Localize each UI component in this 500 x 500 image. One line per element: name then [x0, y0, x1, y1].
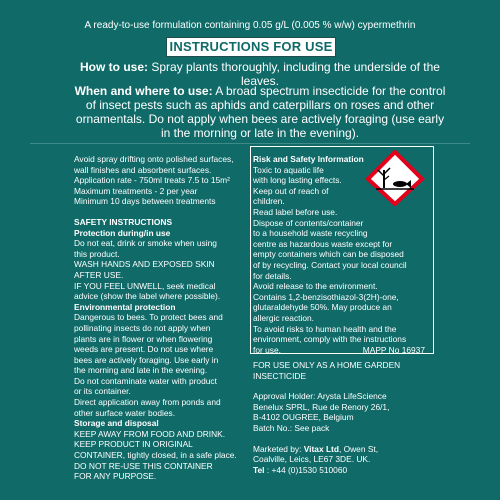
formulation-line: A ready-to-use formulation containing 0.05 g/L (0.005 % w/w) cypermethrin: [84, 20, 416, 31]
home-garden-line: FOR USE ONLY AS A HOME GARDEN: [253, 360, 401, 370]
risk-line: for use.: [253, 344, 281, 355]
home-garden-line: INSECTICIDE: [253, 370, 307, 381]
storage-title: Storage and disposal: [74, 418, 159, 429]
risk-line: environment, comply with the instructions: [253, 334, 407, 345]
when-where-text: A broad spectrum insecticide for the control of insect pests such as aphids and caterpillars on roses and other ornamentals. Do not apply when bees are actively foraging (use early in the morning or late in the evening).: [75, 84, 446, 140]
approval-line: Benelux SPRL, Rue de Renory 26/1,: [253, 401, 390, 412]
environment-line: plants are in flower or when flowering: [74, 333, 213, 344]
protection-line: IF YOU FEEL UNWELL, seek medical: [74, 280, 216, 291]
risk-line: to a household waste recycling: [253, 228, 368, 239]
risk-info: [253, 154, 429, 355]
how-to-use-label: How to use:: [80, 60, 149, 74]
risk-last-line: [253, 345, 425, 356]
intro-line: Avoid spray drifting onto polished surfaces,: [74, 154, 234, 164]
storage-line: CONTAINER, tightly closed, in a safe place.: [74, 450, 237, 461]
tel-number: : +44 (0)1530 510060: [264, 464, 348, 475]
environment-line: Dangerous to bees. To protect bees and: [74, 312, 223, 323]
protection-title: Protection during/in use: [74, 227, 171, 238]
risk-line: Dispose of contents/container: [253, 217, 364, 228]
when-where-to-use: [70, 84, 450, 140]
risk-line: To avoid risks to human health and the: [253, 323, 397, 334]
storage-line: FOR ANY PURPOSE.: [74, 471, 157, 482]
protection-line: AFTER USE.: [74, 269, 124, 280]
storage-line: KEEP AWAY FROM FOOD AND DRINK.: [74, 428, 226, 439]
tel-label: Tel: [253, 464, 265, 475]
environment-line: Do not contaminate water with product: [74, 375, 217, 386]
section-divider: [30, 143, 470, 144]
environment-line: weeds are present. Do not use where: [74, 344, 214, 355]
environment-line: or its container.: [74, 386, 131, 397]
risk-line: Contains 1,2-benzisothiazol-3(2H)-one,: [253, 291, 399, 302]
marketed-by: [253, 444, 433, 455]
storage-line: DO NOT RE-USE THIS CONTAINER: [74, 460, 213, 471]
environment-title: Environmental protection: [74, 301, 176, 312]
approval-line: Batch No.: See pack: [253, 422, 330, 433]
protection-line: WASH HANDS AND EXPOSED SKIN: [74, 259, 215, 270]
risk-line: children.: [253, 196, 285, 207]
instructions-heading: INSTRUCTIONS FOR USE: [166, 37, 336, 57]
marketed-address: Coalville, Leics, LE67 3DE. UK.: [253, 454, 371, 465]
marketed-rest: , Owen St,: [338, 443, 379, 454]
mapp-number: MAPP No 16937: [362, 344, 425, 355]
risk-line: Avoid release to the environment.: [253, 281, 378, 292]
telephone: [253, 465, 433, 476]
marketed-company: Vitax Ltd: [303, 443, 339, 454]
risk-title: Risk and Safety Information: [253, 154, 364, 164]
intro-line: Application rate - 750ml treats 7.5 to 15m²: [74, 175, 230, 186]
risk-line: glutaraldehyde 50%. May produce an: [253, 302, 392, 313]
risk-line: centre as hazardous waste except for: [253, 238, 393, 249]
left-column: [74, 154, 250, 482]
risk-line: allergic reaction.: [253, 312, 314, 323]
protection-line: this product.: [74, 248, 120, 259]
how-to-use-text: Spray plants thoroughly, including the underside of the leaves.: [148, 60, 440, 88]
protection-line: advice (show the label where possible).: [74, 291, 221, 302]
safety-title: SAFETY INSTRUCTIONS: [74, 216, 173, 227]
marketed-prefix: Marketed by:: [253, 443, 304, 454]
environment-line: the morning and late in the evening.: [74, 365, 208, 376]
risk-line: empty containers which can be disposed: [253, 249, 404, 260]
risk-line: with long lasting effects.: [253, 175, 342, 186]
intro-line: Minimum 10 days between treatments: [74, 196, 216, 207]
environment-line: other surface water bodies.: [74, 407, 176, 418]
right-lower-column: [253, 360, 433, 475]
environment-line: bees are actively foraging. Use early in: [74, 354, 219, 365]
protection-line: Do not eat, drink or smoke when using: [74, 238, 217, 249]
approval-line: Approval Holder: Arysta LifeScience: [253, 391, 387, 402]
risk-line: Toxic to aquatic life: [253, 164, 324, 175]
environment-line: pollinating insects do not apply when: [74, 322, 211, 333]
intro-line: wall finishes and absorbent surfaces.: [74, 164, 212, 175]
intro-line: Maximum treatments - 2 per year: [74, 185, 198, 196]
risk-line: Read label before use.: [253, 206, 338, 217]
risk-line: Keep out of reach of: [253, 185, 329, 196]
risk-line: for details.: [253, 270, 292, 281]
approval-line: B-4102 OUGREE, Belgium: [253, 412, 354, 423]
when-where-label: When and where to use:: [74, 84, 213, 98]
storage-line: KEEP PRODUCT IN ORIGINAL: [74, 439, 193, 450]
environment-line: Direct application away from ponds and: [74, 397, 221, 408]
risk-line: of by recycling. Contact your local council: [253, 259, 407, 270]
